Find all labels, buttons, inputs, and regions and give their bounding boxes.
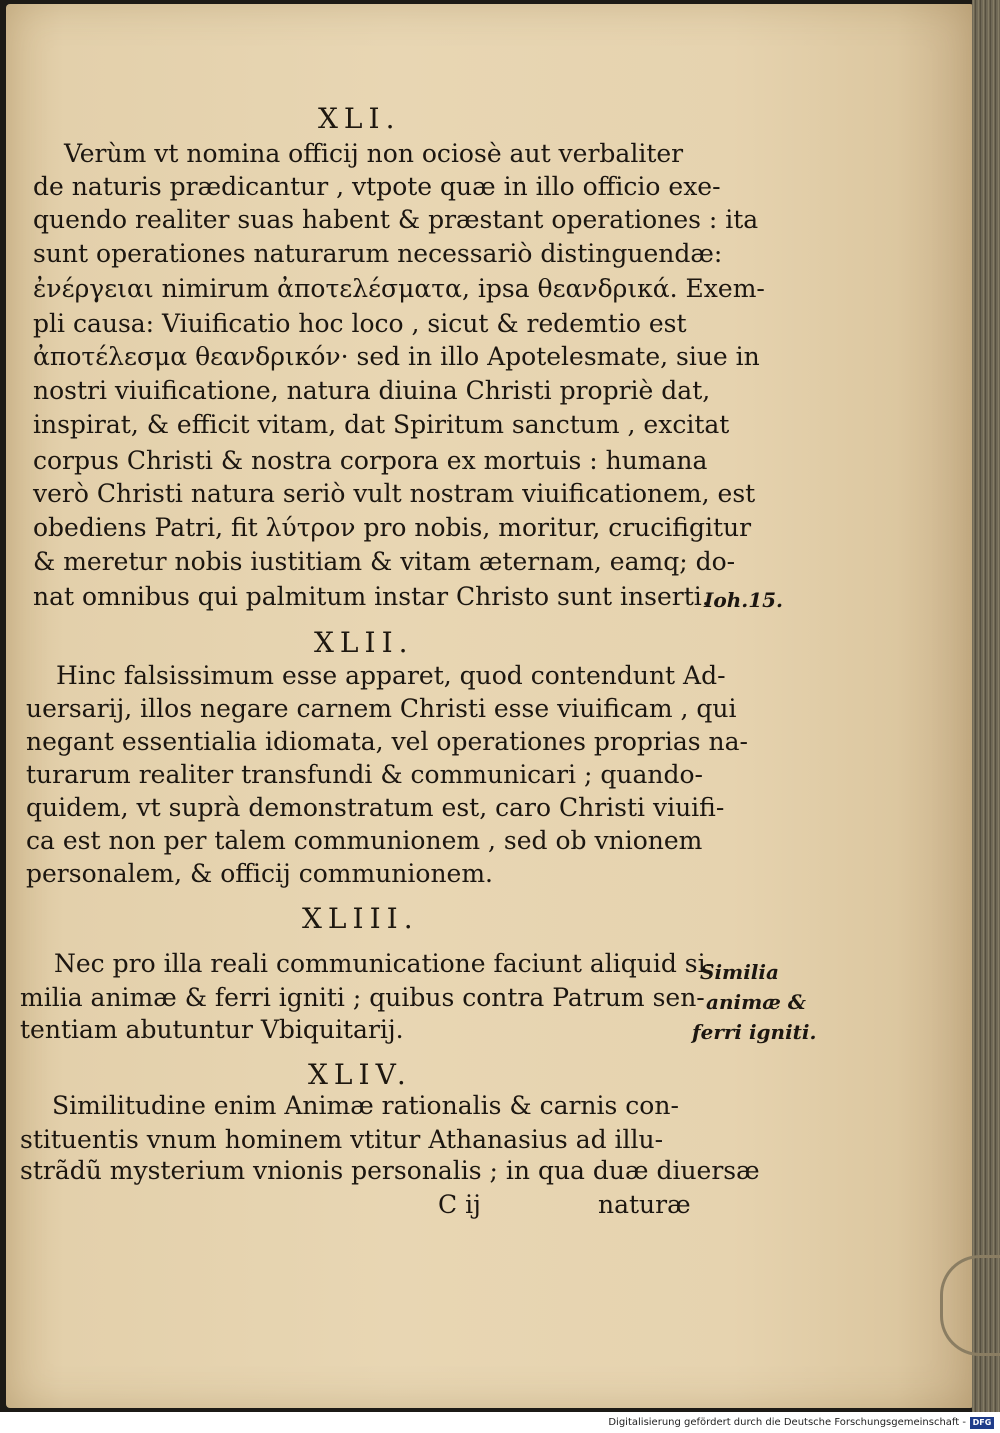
footer-bar: [0, 1412, 1000, 1433]
text-line: Verùm vt nomina officij non ociosè aut verbaliter: [64, 139, 684, 168]
text-line: nostri viuificatione, natura diuina Christi propriè dat,: [33, 376, 711, 405]
signature-mark: C ij: [438, 1190, 481, 1219]
marginal-note-ioh: Ioh.15.: [704, 588, 783, 612]
text-line: pli causa: Viuificatio hoc loco , sicut & redemtio est: [33, 309, 687, 338]
marginal-note-animae: animæ &: [706, 990, 806, 1014]
text-line: negant essentialia idiomata, vel operationes proprias na-: [26, 727, 748, 756]
text-line: verò Christi natura seriò vult nostram viuificationem, est: [33, 479, 756, 508]
text-line: Hinc falsissimum esse apparet, quod contendunt Ad-: [56, 661, 726, 690]
section-heading-xliv: XLIV.: [308, 1058, 412, 1091]
text-line: quidem, vt suprà demonstratum est, caro Christi viuifi-: [26, 793, 725, 822]
text-line: stituentis vnum hominem vtitur Athanasius ad illu-: [20, 1125, 664, 1154]
text-line: Similitudine enim Animæ rationalis & carnis con-: [52, 1091, 679, 1120]
dfg-logo-icon: DFG: [970, 1417, 994, 1429]
text-line: uersarij, illos negare carnem Christi esse viuificam , qui: [26, 694, 737, 723]
marginal-note-similia: Similia: [700, 960, 779, 984]
book-page: [6, 4, 974, 1408]
marginal-note-ferri: ferri igniti.: [692, 1020, 817, 1044]
text-line: personalem, & officij communionem.: [26, 859, 493, 888]
text-line: ἐνέργειαι nimirum ἀποτελέσματα, ipsa θεανδρικά. Exem-: [33, 274, 765, 303]
text-line: Nec pro illa reali communicatione faciunt aliquid si-: [54, 949, 715, 978]
text-line: & meretur nobis iustitiam & vitam æternam, eamq; do-: [33, 547, 736, 576]
section-heading-xli: XLI.: [318, 102, 401, 135]
text-line: inspirat, & efficit vitam, dat Spiritum sanctum , excitat: [33, 410, 730, 439]
catchword: naturæ: [598, 1190, 691, 1219]
text-line: quendo realiter suas habent & præstant operationes : ita: [33, 205, 759, 234]
text-line: de naturis prædicantur , vtpote quæ in illo officio exe-: [33, 172, 721, 201]
text-line: strãdũ mysterium vnionis personalis ; in qua duæ diuersæ: [20, 1156, 760, 1185]
text-line: obediens Patri, fit λύτρον pro nobis, moritur, crucifigitur: [33, 513, 752, 542]
text-line: corpus Christi & nostra corpora ex mortuis : humana: [33, 446, 708, 475]
text-line: milia animæ & ferri igniti ; quibus contra Patrum sen-: [20, 983, 705, 1012]
text-line: tentiam abutuntur Vbiquitarij.: [20, 1015, 404, 1044]
section-heading-xlii: XLII.: [314, 626, 414, 659]
page-stack-edge: [972, 0, 1000, 1412]
section-heading-xliii: XLIII.: [302, 902, 419, 935]
binding-clasp: [940, 1255, 1000, 1356]
text-line: ἀποτέλεσμα θεανδρικόν· sed in illo Apotelesmate, siue in: [33, 342, 760, 371]
text-line: ca est non per talem communionem , sed ob vnionem: [26, 826, 703, 855]
footer-credit: Digitalisierung gefördert durch die Deutsche Forschungsgemeinschaft -: [608, 1417, 966, 1428]
text-line: turarum realiter transfundi & communicari ; quando-: [26, 760, 703, 789]
text-line: sunt operationes naturarum necessariò distinguendæ:: [33, 239, 723, 268]
text-line: nat omnibus qui palmitum instar Christo sunt inserti.: [33, 582, 710, 611]
